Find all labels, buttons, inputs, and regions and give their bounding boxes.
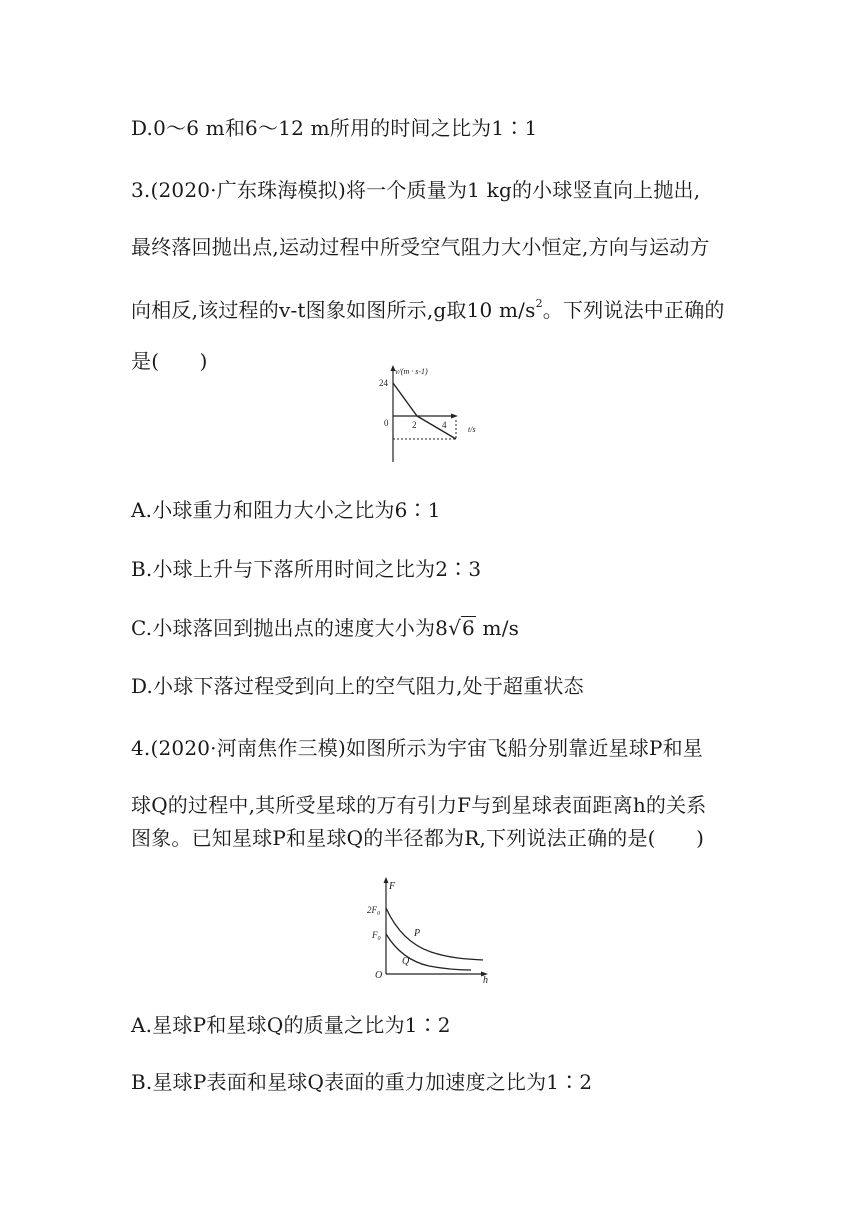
q3-exponent: 2 <box>535 297 543 310</box>
q4-origin-label: O <box>375 970 383 981</box>
q3-sqrt <box>448 614 476 642</box>
q3-option-d: D.小球下落过程受到向上的空气阻力,处于超重状态 <box>131 674 584 698</box>
q3-option-c-post: m/s <box>475 616 520 640</box>
q3-stem-line-3 <box>131 290 725 324</box>
q3-falling-segment <box>417 416 456 439</box>
q4-fh-figure <box>365 874 495 986</box>
q4-tick-2f0 <box>367 905 380 917</box>
q4-curve-q-label: Q <box>402 956 410 967</box>
q3-tick-24: 24 <box>379 378 388 388</box>
q4-curve-q <box>386 934 471 970</box>
q4-tick-2f0-main: 2F <box>367 905 377 915</box>
q3-x-label: t/s <box>468 425 476 434</box>
q3-x-axis-arrow <box>451 414 458 419</box>
q4-tick-f0 <box>371 930 381 942</box>
sqrt-icon: √ <box>448 616 462 640</box>
q3-stem-line-1: 3.(2020·广东珠海模拟)将一个质量为1 kg的小球竖直向上抛出, <box>131 178 701 202</box>
q4-tick-f0-sub: 0 <box>377 936 381 942</box>
q3-stem-line-2: 最终落回抛出点,运动过程中所受空气阻力大小恒定,方向与运动方 <box>131 235 710 259</box>
q3-rising-segment <box>393 383 417 416</box>
q3-stem-line-3-post: 。下列说法中正确的 <box>542 298 725 322</box>
q3-option-c-pre: C.小球落回到抛出点的速度大小为8 <box>131 616 449 640</box>
q4-curve-p-label: P <box>414 928 421 939</box>
q3-vt-svg <box>372 364 488 464</box>
q3-y-label: v/(m · s-1) <box>395 367 428 376</box>
q3-stem-line-3-pre: 向相反,该过程的v-t图象如图所示,g取10 m/s <box>131 298 536 322</box>
q4-tick-f0-main: F <box>372 930 378 940</box>
q4-stem-line-2: 球Q的过程中,其所受星球的万有引力F与到星球表面距离h的关系 <box>131 793 707 817</box>
q3-stem-line-4: 是( ) <box>131 349 208 373</box>
q4-option-a: A.星球P和星球Q的质量之比为1∶2 <box>131 1013 451 1037</box>
q4-tick-2f0-sub: 0 <box>377 911 380 917</box>
q4-option-b: B.星球P表面和星球Q表面的重力加速度之比为1∶2 <box>131 1070 593 1094</box>
q3-option-c <box>131 614 519 642</box>
q4-stem-line-1: 4.(2020·河南焦作三模)如图所示为宇宙飞船分别靠近星球P和星 <box>131 736 703 760</box>
q4-stem-line-3: 图象。已知星球P和星球Q的半径都为R,下列说法正确的是( ) <box>131 826 705 850</box>
q4-y-label: F <box>389 881 396 892</box>
q4-x-label: h <box>483 975 488 986</box>
q3-tick-2: 2 <box>412 420 417 430</box>
q3-option-b: B.小球上升与下落所用时间之比为2∶3 <box>131 557 482 581</box>
q4-y-axis-arrow <box>384 877 389 883</box>
q4-fh-svg <box>365 874 495 986</box>
q3-tick-4: 4 <box>442 420 447 430</box>
q3-origin-label: 0 <box>384 418 389 428</box>
q3-option-a: A.小球重力和阻力大小之比为6∶1 <box>131 498 441 522</box>
q3-vt-figure <box>372 364 488 464</box>
q2-option-d: D.0～6 m和6～12 m所用的时间之比为1∶1 <box>131 116 538 140</box>
q3-radicand: 6 <box>462 616 475 640</box>
